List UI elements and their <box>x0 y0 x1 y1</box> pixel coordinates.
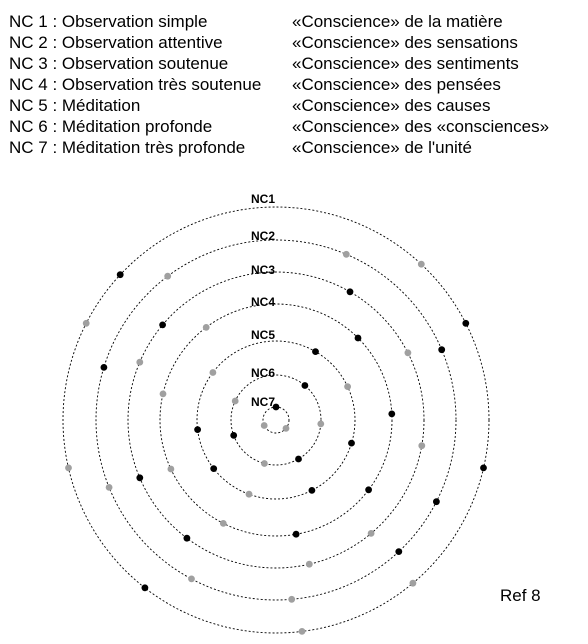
legend-row-nc1 <box>9 11 584 32</box>
ring-label-nc1: NC1 <box>250 192 276 206</box>
rings-layer <box>63 207 489 633</box>
level-label: NC 3 : Observation soutenue <box>9 54 229 73</box>
level-label: NC 2 : Observation attentive <box>9 33 223 52</box>
level-label: NC 4 : Observation très soutenue <box>9 75 262 94</box>
black-dot <box>312 348 319 355</box>
level-description: «Conscience» des pensées <box>292 75 501 94</box>
ring-label-nc3: NC3 <box>250 263 276 277</box>
ring-label-nc5: NC5 <box>250 328 276 342</box>
gray-dot <box>210 369 217 376</box>
black-dot <box>293 531 300 538</box>
black-dot <box>194 426 201 433</box>
black-dot <box>159 322 166 329</box>
gray-dot <box>418 261 425 268</box>
black-dot <box>480 465 487 472</box>
gray-dot <box>288 596 295 603</box>
gray-dot <box>261 422 268 429</box>
black-dot <box>388 411 395 418</box>
ring-nc1 <box>63 207 489 633</box>
black-dot <box>433 498 440 505</box>
gray-dot <box>317 421 324 428</box>
black-dot <box>210 465 217 472</box>
gray-dot <box>188 576 195 583</box>
black-dot <box>438 346 445 353</box>
black-dot <box>302 382 309 389</box>
legend-row-nc6 <box>9 116 584 137</box>
ring-label-nc4: NC4 <box>250 295 276 309</box>
level-description: «Conscience» de l'unité <box>292 138 472 157</box>
black-dot <box>395 548 402 555</box>
legend-row-nc7 <box>9 137 584 158</box>
ring-label-nc6: NC6 <box>250 366 276 380</box>
ring-label-nc7: NC7 <box>250 395 276 409</box>
black-dot <box>309 487 316 494</box>
gray-dot <box>136 359 143 366</box>
level-description: «Conscience» de la matière <box>292 12 503 31</box>
black-dot <box>348 440 355 447</box>
legend-row-nc2 <box>9 32 584 53</box>
gray-dot <box>405 349 412 356</box>
gray-dot <box>220 520 227 527</box>
gray-dot <box>164 273 171 280</box>
ring-labels-layer <box>251 192 275 409</box>
black-dot <box>347 288 354 295</box>
gray-dot <box>160 391 167 398</box>
gray-dot <box>203 324 210 331</box>
gray-dot <box>306 561 313 568</box>
gray-dot <box>368 530 375 537</box>
black-dot <box>184 535 191 542</box>
gray-dot <box>410 580 417 587</box>
gray-dot <box>168 466 175 473</box>
legend <box>9 11 584 158</box>
gray-dot <box>261 460 268 467</box>
black-dot <box>101 364 108 371</box>
gray-dot <box>65 465 72 472</box>
black-dot <box>117 271 124 278</box>
gray-dot <box>418 442 425 449</box>
ring-nc2 <box>96 240 456 600</box>
level-description: «Conscience» des «consciences» <box>292 117 550 136</box>
ring-nc3 <box>128 272 424 568</box>
gray-dot <box>283 425 290 432</box>
ring-nc6 <box>231 375 321 465</box>
gray-dot <box>299 628 306 635</box>
legend-row-nc4 <box>9 74 584 95</box>
ring-nc5 <box>197 341 355 499</box>
level-description: «Conscience» des causes <box>292 96 491 115</box>
level-label: NC 6 : Méditation profonde <box>9 117 213 136</box>
ring-label-nc2: NC2 <box>250 229 276 243</box>
gray-dot <box>343 251 350 258</box>
level-description: «Conscience» des sensations <box>292 33 518 52</box>
legend-row-nc3 <box>9 53 584 74</box>
gray-dot <box>232 398 239 405</box>
gray-dot <box>246 491 253 498</box>
reference-label: Ref 8 <box>500 586 541 605</box>
gray-dot <box>83 320 90 327</box>
legend-row-nc5 <box>9 95 584 116</box>
level-label: NC 7 : Méditation très profonde <box>9 138 246 157</box>
concentric-levels-diagram <box>0 180 588 644</box>
black-dot <box>462 320 469 327</box>
gray-dot <box>344 383 351 390</box>
black-dot <box>365 486 372 493</box>
level-label: NC 1 : Observation simple <box>9 12 208 31</box>
black-dot <box>136 474 143 481</box>
black-dot <box>295 456 302 463</box>
black-dot <box>142 584 149 591</box>
black-dot <box>355 335 362 342</box>
level-label: NC 5 : Méditation <box>9 96 141 115</box>
black-dot <box>230 432 237 439</box>
dots-layer <box>65 251 487 635</box>
gray-dot <box>106 484 113 491</box>
level-description: «Conscience» des sentiments <box>292 54 519 73</box>
